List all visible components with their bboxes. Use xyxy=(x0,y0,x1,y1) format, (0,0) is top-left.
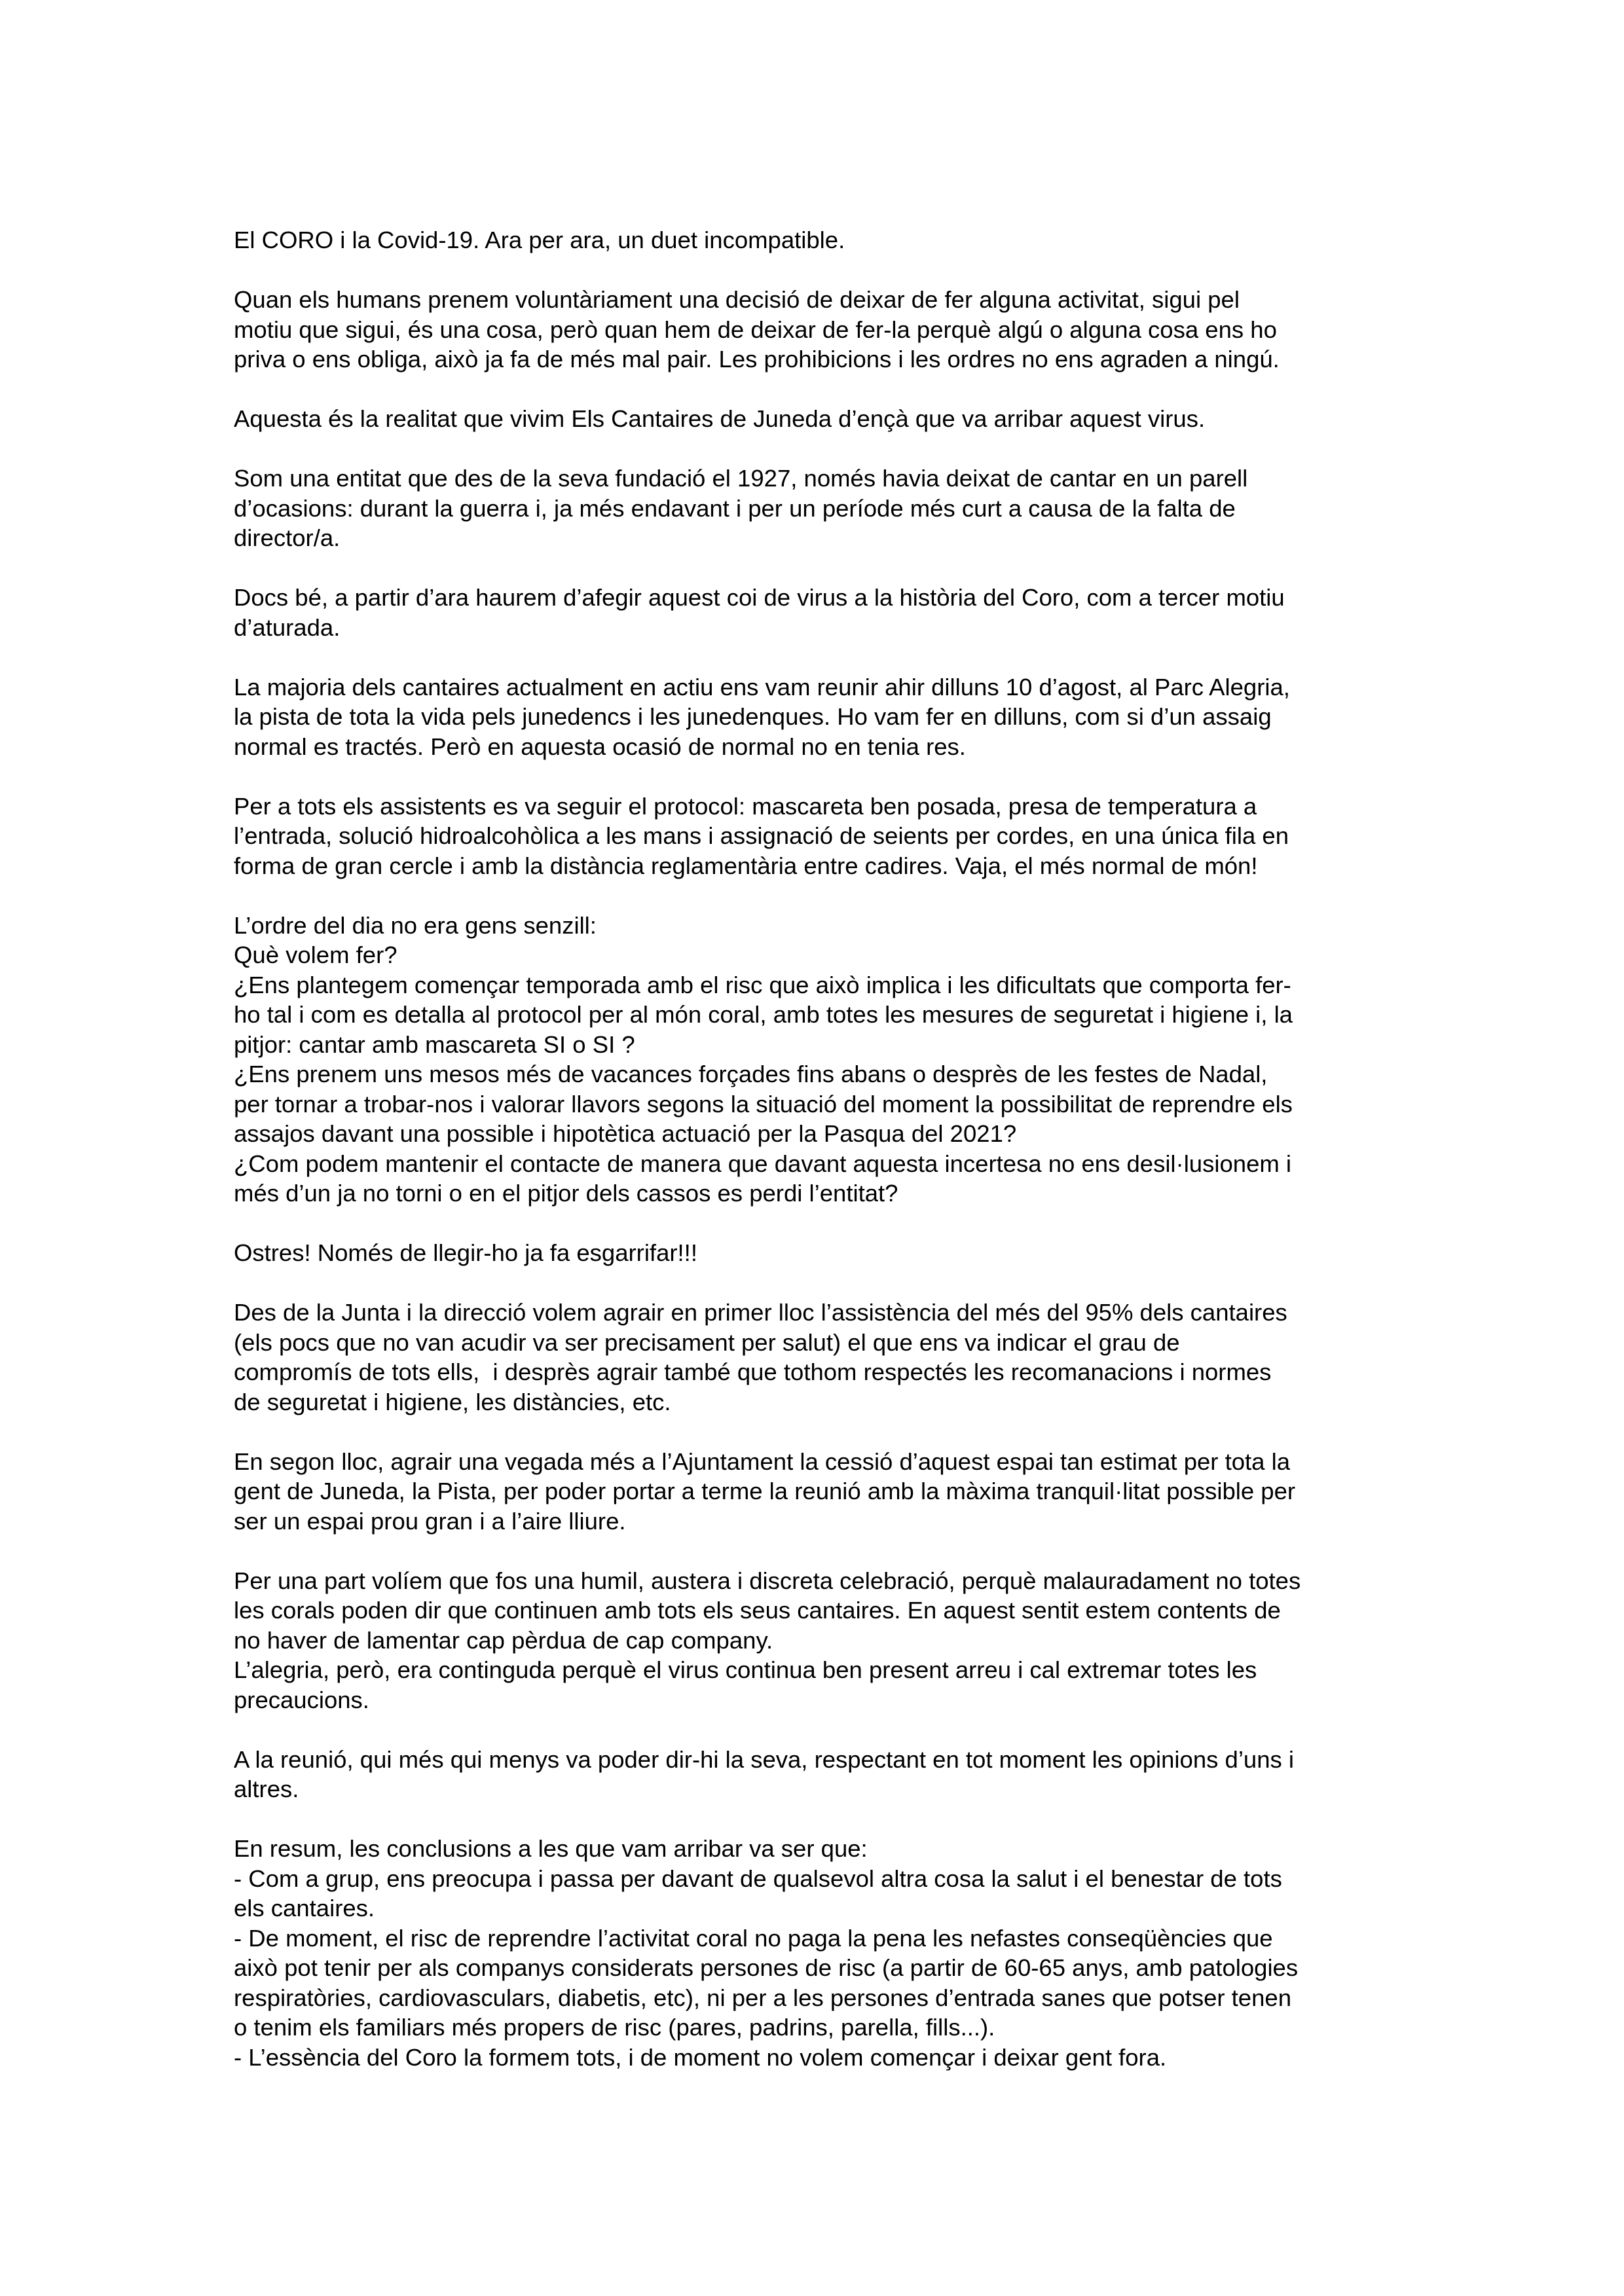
text-line: Som una entitat que des de la seva fundació el 1927, només havia deixat de cantar en un parell xyxy=(234,465,1248,492)
paragraph xyxy=(234,1566,1412,1715)
text-line: per tornar a trobar-nos i valorar llavors segons la situació del moment la possibilitat de reprendre els xyxy=(234,1090,1293,1118)
text-line: precaucions. xyxy=(234,1686,369,1713)
paragraph xyxy=(234,1745,1412,1804)
text-line: ser un espai prou gran i a l’aire lliure. xyxy=(234,1507,626,1535)
text-line: Des de la Junta i la direcció volem agrair en primer lloc l’assistència del més del 95% dels cantaires xyxy=(234,1299,1287,1326)
text-line: La majoria dels cantaires actualment en actiu ens vam reunir ahir dilluns 10 d’agost, al Parc Alegria, xyxy=(234,673,1290,701)
text-line: Aquesta és la realitat que vivim Els Cantaires de Juneda d’ençà que va arribar aquest virus. xyxy=(234,405,1206,432)
text-line: compromís de tots ells, i desprès agrair també que tothom respectés les recomanacions i normes xyxy=(234,1358,1272,1385)
text-line: motiu que sigui, és una cosa, però quan hem de deixar de fer-la perquè algú o alguna cosa ens ho xyxy=(234,316,1277,343)
paragraph xyxy=(234,464,1412,553)
document-body xyxy=(234,225,1412,2072)
paragraph xyxy=(234,911,1412,1209)
text-line: Què volem fer? xyxy=(234,941,397,968)
text-line: normal es tractés. Però en aquesta ocasió de normal no en tenia res. xyxy=(234,733,966,760)
text-line: L’ordre del dia no era gens senzill: xyxy=(234,911,597,939)
text-line: Docs bé, a partir d’ara haurem d’afegir aquest coi de virus a la història del Coro, com a tercer motiu xyxy=(234,584,1285,611)
text-line: altres. xyxy=(234,1776,299,1802)
text-line: director/a. xyxy=(234,524,341,551)
paragraph xyxy=(234,1447,1412,1537)
text-line: En resum, les conclusions a les que vam arribar va ser que: xyxy=(234,1835,868,1862)
paragraph xyxy=(234,285,1412,374)
text-line: Per a tots els assistents es va seguir el protocol: mascareta ben posada, presa de temperatura a xyxy=(234,792,1257,820)
text-line: els cantaires. xyxy=(234,1895,375,1922)
text-line: Per una part volíem que fos una humil, austera i discreta celebració, perquè malauradament no totes xyxy=(234,1567,1301,1594)
text-line: gent de Juneda, la Pista, per poder portar a terme la reunió amb la màxima tranquil·litat possible per xyxy=(234,1478,1296,1504)
text-line: més d’un ja no torni o en el pitjor dels cassos es perdi l’entitat? xyxy=(234,1180,898,1207)
text-line: - L’essència del Coro la formem tots, i de moment no volem començar i deixar gent fora. xyxy=(234,2043,1167,2071)
paragraph xyxy=(234,672,1412,762)
paragraph xyxy=(234,1298,1412,1417)
text-line: assajos davant una possible i hipotètica actuació per la Pasqua del 2021? xyxy=(234,1120,1017,1147)
text-line: L’alegria, però, era continguda perquè el virus continua ben present arreu i cal extremar totes les xyxy=(234,1656,1257,1683)
text-line: Quan els humans prenem voluntàriament una decisió de deixar de fer alguna activitat, sigui pel xyxy=(234,286,1240,313)
text-line: o tenim els familiars més propers de risc (pares, padrins, parella, fills...). xyxy=(234,2014,995,2041)
paragraph xyxy=(234,404,1412,434)
text-line: d’ocasions: durant la guerra i, ja més endavant i per un període més curt a causa de la falta de xyxy=(234,494,1236,522)
text-line: no haver de lamentar cap pèrdua de cap company. xyxy=(234,1626,773,1654)
text-line: - De moment, el risc de reprendre l’activitat coral no paga la pena les nefastes conseqüències que xyxy=(234,1924,1273,1952)
text-line: ¿Ens plantegem començar temporada amb el risc que això implica i les dificultats que comporta fer- xyxy=(234,971,1291,998)
text-line: de seguretat i higiene, les distàncies, etc. xyxy=(234,1388,671,1415)
text-line: - Com a grup, ens preocupa i passa per davant de qualsevol altra cosa la salut i el benestar de tots xyxy=(234,1865,1282,1892)
paragraph xyxy=(234,583,1412,642)
text-line: ho tal i com es detalla al protocol per al món coral, amb totes les mesures de seguretat i higiene i, la xyxy=(234,1001,1293,1028)
text-line: priva o ens obliga, això ja fa de més mal pair. Les prohibicions i les ordres no ens agraden a ningú. xyxy=(234,346,1280,373)
paragraph xyxy=(234,1834,1412,2072)
text-line: forma de gran cercle i amb la distància reglamentària entre cadires. Vaja, el més normal de món! xyxy=(234,852,1258,879)
document-title xyxy=(234,225,1412,255)
text-line: respiratòries, cardiovasculars, diabetis, etc), ni per a les persones d’entrada sanes que potser tenen xyxy=(234,1984,1292,2011)
text-line: A la reunió, qui més qui menys va poder dir-hi la seva, respectant en tot moment les opinions d’uns i xyxy=(234,1745,1295,1773)
paragraph xyxy=(234,792,1412,881)
paragraph xyxy=(234,1238,1412,1268)
text-line: ¿Ens prenem uns mesos més de vacances forçades fins abans o desprès de les festes de Nadal, xyxy=(234,1061,1268,1087)
text-line: les corals poden dir que continuen amb tots els seus cantaires. En aquest sentit estem contents de xyxy=(234,1597,1281,1624)
text-line: Ostres! Només de llegir-ho ja fa esgarrifar!!! xyxy=(234,1239,697,1266)
text-line: això pot tenir per als companys considerats persones de risc (a partir de 60-65 anys, amb patologies xyxy=(234,1954,1299,1981)
text-line: d’aturada. xyxy=(234,613,341,641)
text-line: pitjor: cantar amb mascareta SI o SI ? xyxy=(234,1030,635,1058)
text-line: ¿Com podem mantenir el contacte de manera que davant aquesta incertesa no ens desil·lusionem i xyxy=(234,1150,1292,1177)
text-line: la pista de tota la vida pels junedencs i les junedenques. Ho vam fer en dilluns, com si d’un assaig xyxy=(234,703,1272,730)
text-line: En segon lloc, agrair una vegada més a l’Ajuntament la cessió d’aquest espai tan estimat per tota la xyxy=(234,1448,1291,1475)
title-line: El CORO i la Covid-19. Ara per ara, un duet incompatible. xyxy=(234,227,845,253)
text-line: l’entrada, solució hidroalcohòlica a les mans i assignació de seients per cordes, en una única fila en xyxy=(234,822,1289,849)
text-line: (els pocs que no van acudir va ser precisament per salut) el que ens va indicar el grau de xyxy=(234,1328,1180,1356)
